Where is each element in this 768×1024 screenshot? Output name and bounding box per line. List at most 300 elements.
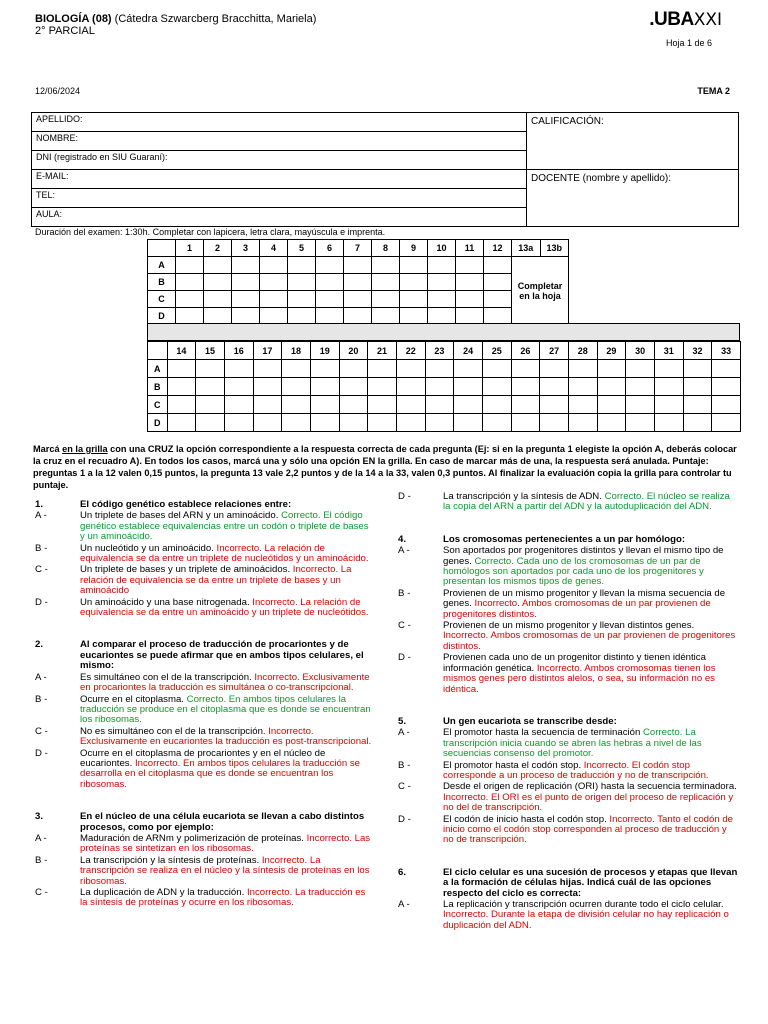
question-block [398,868,738,931]
option-body [49,749,375,791]
answer-cell[interactable] [428,308,456,325]
option-label: B - [35,693,48,705]
question-number: 1. [35,499,44,510]
answer-cell[interactable] [454,360,483,378]
option-label: D - [35,747,48,759]
grid-corner [148,240,176,257]
answer-cell[interactable] [310,396,339,414]
answer-cell[interactable] [712,360,741,378]
answer-option [398,589,738,620]
option-explanation: La relación de equivalencia se da entre un triplete de nucleótidos y un aminoácido. [80,542,369,565]
answer-cell[interactable] [400,291,428,308]
answer-cell[interactable] [654,360,683,378]
option-label: A - [35,832,47,844]
grid-col-header: 25 [482,342,511,360]
aula-field[interactable]: AULA: [32,208,527,227]
option-text: La replicación y transcripción ocurren durante todo el ciclo celular. [443,899,724,910]
option-text: La transcripción y la síntesis de ADN. [443,491,602,502]
answer-cell[interactable] [372,257,400,274]
option-feedback [443,598,711,619]
answer-cell[interactable] [282,378,311,396]
option-verdict: Correcto. [642,727,683,739]
answer-cell[interactable] [224,360,253,378]
answer-cell[interactable] [368,414,397,432]
option-verdict: Incorrecto. [443,630,489,642]
question-block [35,812,375,909]
option-body [49,727,375,748]
option-explanation: La traducción es la síntesis de proteínas y ocurre en los ribosomas. [80,887,366,909]
answer-cell[interactable] [316,291,344,308]
grid-col-header: 3 [232,240,260,257]
grid-col-header: 19 [310,342,339,360]
option-label: C - [398,620,411,632]
answer-cell[interactable] [368,360,397,378]
option-label: D - [398,652,411,664]
answer-grid-1-13 [147,239,569,325]
docente-box[interactable]: DOCENTE (nombre y apellido): [527,170,739,227]
answer-cell[interactable] [482,414,511,432]
answer-cell[interactable] [316,308,344,325]
answer-cell[interactable] [626,360,655,378]
exam-name: 2° PARCIAL [35,25,95,37]
answer-option [35,856,375,887]
answer-cell[interactable] [428,291,456,308]
option-text: Desde el origen de replicación (ORI) hasta la secuencia terminadora. [443,781,737,793]
option-explanation: La transcripción se realiza en el núcleo y la síntesis de proteínas en los ribosomas. [80,854,370,887]
grid-col-header: 4 [260,240,288,257]
option-text: El codón de inicio hasta el codón stop. [443,813,607,825]
answer-cell[interactable] [260,291,288,308]
answer-cell[interactable] [339,414,368,432]
question-title: Al comparar el proceso de traducción de procariontes y de eucariontes se puede afirmar que en ambos tipos celulares, el mismo: [80,639,364,672]
answer-cell[interactable] [482,378,511,396]
answer-cell[interactable] [454,396,483,414]
option-explanation: La relación de equivalencia se da entre un triplete de bases y un aminoácido [80,564,352,597]
answer-cell[interactable] [454,378,483,396]
answer-cell[interactable] [626,396,655,414]
option-explanation: En ambos tipos celulares la traducción se produce en el citoplasma que es donde se encuentran los ribosomas. [80,693,371,726]
answer-cell[interactable] [597,396,626,414]
answer-cell[interactable] [482,396,511,414]
answer-cell[interactable] [540,360,569,378]
answer-cell[interactable] [176,291,204,308]
grid-col-header: 18 [282,342,311,360]
answer-option [398,815,738,846]
grid-row-label: B [148,378,168,396]
answer-cell[interactable] [400,257,428,274]
answer-cell[interactable] [310,378,339,396]
answer-cell[interactable] [288,291,316,308]
option-text: El promotor hasta la secuencia de terminación [443,727,641,739]
questions-right-column [398,492,738,953]
answer-cell[interactable] [597,360,626,378]
option-label: C - [35,887,48,898]
option-label: B - [35,542,48,554]
option-body [49,598,375,619]
grid-col-header: 23 [425,342,454,360]
option-label: A - [35,671,47,683]
answer-cell[interactable] [712,378,741,396]
answer-option [398,621,738,652]
answer-cell[interactable] [196,396,225,414]
answer-cell[interactable] [344,274,372,291]
option-body [412,728,738,759]
answer-cell[interactable] [683,378,712,396]
answer-cell[interactable] [224,396,253,414]
grid-row-label: A [148,257,176,274]
answer-cell[interactable] [654,378,683,396]
grid-col-header: 16 [224,342,253,360]
grid-col-header: 6 [316,240,344,257]
answer-option [35,544,375,565]
option-verdict: Incorrecto. [609,813,655,825]
option-text: La transcripción y la síntesis de proteínas. [80,854,260,866]
answer-option [398,728,738,759]
option-text: Provienen de un mismo progenitor y llevan la misma secuencia de genes. [443,587,726,610]
answer-cell[interactable] [482,360,511,378]
option-verdict: Incorrecto. [536,662,583,674]
page-indicator: Hoja 1 de 6 [665,38,712,48]
option-text: Maduración de ARNm y polimerización de proteínas. [80,832,304,844]
answer-option [398,900,738,931]
option-verdict: Incorrecto. [134,757,181,769]
grid-col-header: 22 [396,342,425,360]
grid-col-header: 28 [568,342,597,360]
option-label: A - [398,727,410,739]
answer-cell[interactable] [456,291,484,308]
answer-cell[interactable] [368,396,397,414]
option-explanation: Exclusivamente en eucariontes la traducción es post-transcripcional. [80,736,372,748]
option-verdict: Incorrecto. [443,909,489,921]
answer-cell[interactable] [597,414,626,432]
question-header [398,717,738,727]
option-explanation: Ambos cromosomas de un par provienen de progenitores distintos. [443,598,711,620]
answer-cell[interactable] [282,414,311,432]
answer-cell[interactable] [167,378,196,396]
answer-option [35,673,375,694]
answer-cell[interactable] [310,360,339,378]
answer-cell[interactable] [316,257,344,274]
option-feedback [443,909,729,930]
answer-cell[interactable] [232,257,260,274]
completar-en-hoja-cell: Completar en la hoja [512,257,569,325]
answer-cell[interactable] [484,257,512,274]
answer-cell[interactable] [712,396,741,414]
answer-cell[interactable] [372,274,400,291]
option-label: A - [35,510,47,522]
answer-cell[interactable] [253,378,282,396]
answer-cell[interactable] [204,257,232,274]
answer-cell[interactable] [511,414,540,432]
answer-cell[interactable] [428,257,456,274]
answer-cell[interactable] [654,414,683,432]
grid-row-label: A [148,360,168,378]
answer-cell[interactable] [425,414,454,432]
answer-cell[interactable] [253,360,282,378]
question-header [35,640,375,671]
question-number: 2. [35,639,44,651]
exam-header [35,13,316,37]
option-text: Un aminoácido y una base nitrogenada. [80,596,250,608]
answer-cell[interactable] [372,291,400,308]
answer-cell[interactable] [511,378,540,396]
answer-cell[interactable] [339,378,368,396]
answer-cell[interactable] [196,414,225,432]
course-chair: (Cátedra Szwarcberg Bracchitta, Mariela) [111,13,317,25]
answer-cell[interactable] [654,396,683,414]
grid-row-label: C [148,291,176,308]
question-header [35,500,375,510]
option-label: D - [398,491,411,502]
option-body [49,888,375,909]
answer-option [35,749,375,791]
answer-cell[interactable] [232,291,260,308]
option-verdict: Incorrecto. [443,791,489,803]
answer-cell[interactable] [204,291,232,308]
grid-col-header: 5 [288,240,316,257]
option-label: C - [35,564,48,576]
option-label: B - [398,587,411,599]
grid-col-header: 26 [511,342,540,360]
option-explanation: La relación de equivalencia se da entre un aminoácido y un triplete de nucleótidos. [80,596,369,619]
answer-grid-14-33 [147,341,741,432]
option-verdict: Incorrecto. [474,598,520,610]
option-body [412,653,738,695]
answer-cell[interactable] [260,274,288,291]
answer-cell[interactable] [176,308,204,325]
option-body [412,782,738,813]
answer-cell[interactable] [260,308,288,325]
answer-cell[interactable] [484,274,512,291]
grid-corner [148,342,168,360]
answer-cell[interactable] [425,396,454,414]
question-title: Un gen eucariota se transcribe desde: [443,715,617,727]
answer-cell[interactable] [683,414,712,432]
option-text: Son aportados por progenitores distintos y llevan el mismo tipo de genes. [443,545,724,567]
option-explanation: Ambos cromosomas de un par provienen de progenitores distintos. [443,630,736,652]
answer-cell[interactable] [428,274,456,291]
answer-cell[interactable] [288,274,316,291]
option-feedback [443,792,733,813]
grid-link-text: en la grilla [62,444,108,454]
answer-cell[interactable] [339,360,368,378]
answer-cell[interactable] [568,360,597,378]
question-number: 6. [398,866,407,878]
answer-cell[interactable] [456,274,484,291]
question-title: En el núcleo de una célula eucariota se llevan a cabo distintos procesos, como por ejemplo: [80,811,365,833]
answer-cell[interactable] [540,378,569,396]
dni-field[interactable]: DNI (registrado en SIU Guaraní): [32,151,527,170]
answer-option [35,695,375,726]
answer-cell[interactable] [204,274,232,291]
answer-cell[interactable] [167,414,196,432]
answer-cell[interactable] [288,257,316,274]
option-body [412,815,738,846]
grid-col-header: 1 [176,240,204,257]
option-text: Un triplete de bases del ARN y un aminoácido. [80,510,279,522]
answer-cell[interactable] [253,414,282,432]
option-body [49,511,375,542]
option-body [412,492,738,513]
answer-cell[interactable] [484,291,512,308]
answer-cell[interactable] [232,308,260,325]
tel-field[interactable]: TEL: [32,189,527,208]
answer-cell[interactable] [396,414,425,432]
option-text: Provienen de un mismo progenitor y llevan distintos genes. [443,620,695,632]
answer-cell[interactable] [396,360,425,378]
answer-cell[interactable] [316,274,344,291]
answer-option [35,598,375,619]
question-block [35,500,375,618]
answer-cell[interactable] [253,396,282,414]
option-text: La duplicación de ADN y la traducción. [80,887,245,898]
answer-cell[interactable] [400,308,428,325]
option-body [412,546,738,588]
answer-cell[interactable] [626,414,655,432]
option-label: D - [398,813,411,825]
answer-option [35,727,375,748]
grid-separator [147,323,740,341]
calificacion-box: CALIFICACIÓN: [527,113,739,170]
answer-cell[interactable] [260,257,288,274]
question-number: 3. [35,811,44,823]
option-explanation: Exclusivamente en procariontes la traducción es simultánea o co-transcripcional. [80,671,370,694]
option-explanation: En ambos tipos celulares la traducción se desarrolla en el citoplasma que es donde se encuentran los ribosomas. [80,757,360,790]
grid-col-header: 30 [626,342,655,360]
answer-cell[interactable] [167,360,196,378]
answer-cell[interactable] [339,396,368,414]
option-body [412,900,738,931]
answer-cell[interactable] [167,396,196,414]
grid-col-header: 2 [204,240,232,257]
option-verdict: Incorrecto. [216,542,262,554]
answer-cell[interactable] [484,308,512,325]
option-text: Ocurre en el citoplasma de procariontes y en el núcleo de eucariontes. [80,747,326,769]
option-body [49,695,375,726]
question-number: 5. [398,715,407,727]
answer-option [398,761,738,782]
grid-col-header: 12 [484,240,512,257]
answer-option [398,782,738,813]
question-header [398,868,738,899]
grid-col-header: 27 [540,342,569,360]
answer-option [35,834,375,855]
answer-cell[interactable] [176,274,204,291]
option-label: C - [35,725,48,737]
option-verdict: Incorrecto. [306,832,352,844]
option-verdict: Incorrecto. [583,759,630,771]
option-label: A - [398,899,410,910]
option-explanation: Tanto el codón de inicio como el codón stop corresponden al proceso de traducción y no de transcripción. [443,813,733,846]
answer-cell[interactable] [626,378,655,396]
answer-cell[interactable] [568,396,597,414]
uba-xxi-logo: .UBAXXI [649,9,722,30]
answer-cell[interactable] [368,378,397,396]
answer-cell[interactable] [683,396,712,414]
option-body [49,544,375,565]
answer-cell[interactable] [232,274,260,291]
answer-cell[interactable] [597,378,626,396]
answer-cell[interactable] [425,360,454,378]
student-info-form [31,112,739,227]
option-verdict: Incorrecto. [254,671,300,683]
option-label: D - [35,596,48,608]
answer-cell[interactable] [204,308,232,325]
answer-cell[interactable] [344,308,372,325]
answer-cell[interactable] [400,274,428,291]
answer-cell[interactable] [282,396,311,414]
question-block [398,492,738,513]
grid-col-header: 24 [454,342,483,360]
answer-cell[interactable] [511,396,540,414]
option-verdict: Incorrecto. [252,596,298,608]
option-explanation: Cada uno de los cromosomas de un par de homólogos son aportados por cada uno de los progenitores y presentan los mismos tipos de genes. [443,555,704,588]
answer-cell[interactable] [176,257,204,274]
answer-cell[interactable] [372,308,400,325]
answer-cell[interactable] [344,257,372,274]
answer-cell[interactable] [454,414,483,432]
grid-col-header: 20 [339,342,368,360]
course-name: BIOLOGÍA (08) [35,13,112,25]
option-text: El promotor hasta el codón stop. [443,759,582,771]
answer-cell[interactable] [540,396,569,414]
grid-row-label: B [148,274,176,291]
answer-cell[interactable] [425,378,454,396]
grid-col-header: 17 [253,342,282,360]
question-title: El código genético establece relaciones entre: [80,499,292,510]
answer-cell[interactable] [396,378,425,396]
exam-date: 12/06/2024 [35,86,81,96]
option-verdict: Correcto. [474,555,514,567]
answer-cell[interactable] [456,257,484,274]
answer-cell[interactable] [224,414,253,432]
grid-col-header: 8 [372,240,400,257]
answer-cell[interactable] [456,308,484,325]
option-body [49,856,375,887]
answer-cell[interactable] [224,378,253,396]
nombre-field[interactable]: NOMBRE: [32,132,527,151]
answer-cell[interactable] [344,291,372,308]
answer-option [398,653,738,695]
answer-cell[interactable] [196,378,225,396]
answer-cell[interactable] [511,360,540,378]
option-body [49,565,375,596]
answer-cell[interactable] [310,414,339,432]
option-explanation: Ambos cromosomas tienen los mismos genes pero distintos alelos, o sea, su información no es idéntica. [443,662,716,695]
answer-cell[interactable] [196,360,225,378]
grid-row-label: D [148,414,168,432]
answer-cell[interactable] [282,360,311,378]
option-verdict: Correcto. [604,491,645,502]
grid-col-header: 10 [428,240,456,257]
answer-cell[interactable] [396,396,425,414]
option-explanation: El codón stop corresponde a un proceso de traducción y no de transcripción. [443,759,709,781]
question-title: El ciclo celular es una sucesión de procesos y etapas que llevan a la formación de células hijas. Indicá cuál de las opciones respecto del ciclo es correcta: [443,866,738,899]
answer-cell[interactable] [683,360,712,378]
option-body [49,673,375,694]
question-title: Los cromosomas pertenecientes a un par homólogo: [443,533,686,545]
apellido-field[interactable]: APELLIDO: [32,113,527,132]
option-feedback [443,630,735,651]
answer-cell[interactable] [568,414,597,432]
answer-cell[interactable] [712,414,741,432]
answer-cell[interactable] [540,414,569,432]
question-header [35,812,375,833]
question-block [35,640,375,790]
email-field[interactable]: E-MAIL: [32,170,527,189]
answer-cell[interactable] [288,308,316,325]
answer-cell[interactable] [568,378,597,396]
